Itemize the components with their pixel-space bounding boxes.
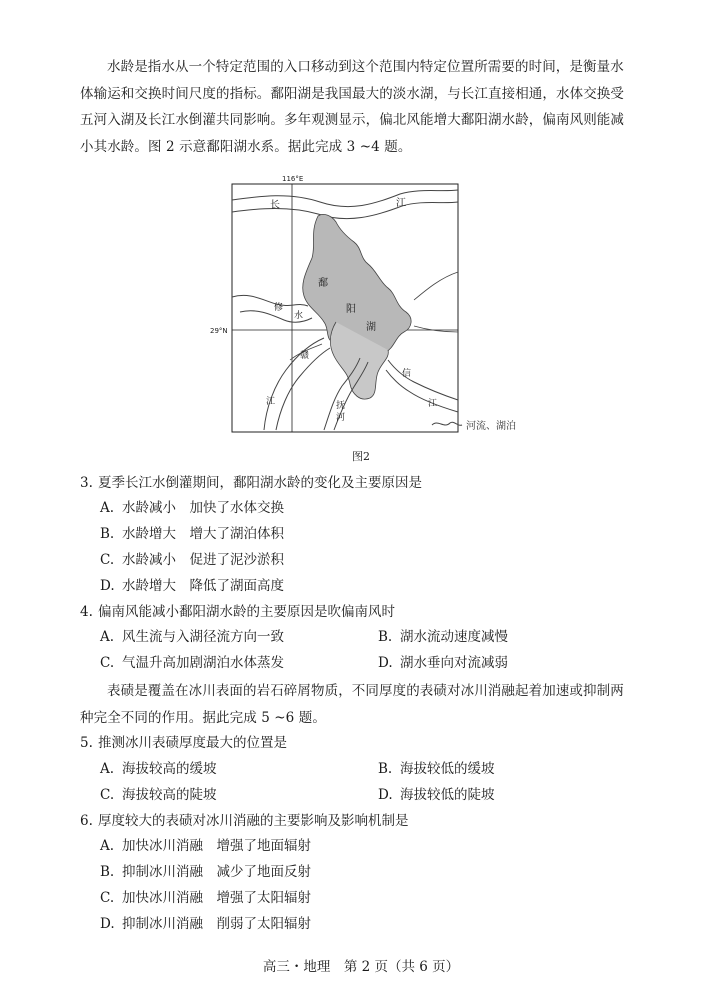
- q6-option-a: A. 加快冰川消融 增强了地面辐射: [100, 838, 311, 854]
- lon-label: 116°E: [282, 175, 304, 183]
- intro2-line-1: 表碛是覆盖在冰川表面的岩石碎屑物质，不同厚度的表碛对冰川消融起着加速或抑制两: [107, 683, 624, 699]
- question-5-stem: [80, 732, 660, 754]
- q6-option-c: C. 加快冰川消融 增强了太阳辐射: [100, 890, 311, 906]
- label-shui: 水: [294, 311, 304, 321]
- map-legend-label: 河流、湖泊: [466, 421, 516, 432]
- label-jiang-top: 江: [396, 198, 406, 209]
- question-3-number: 3.: [80, 475, 93, 491]
- label-yang: 阳: [346, 304, 356, 315]
- xin-river-south-bank: [386, 370, 458, 412]
- label-jiang-left: 江: [266, 397, 276, 407]
- yangtze-north-bank: [232, 190, 458, 207]
- question-6-text: 厚度较大的表碛对冰川消融的主要影响及影响机制是: [98, 813, 409, 829]
- intro-paragraph-1: [80, 54, 660, 160]
- intro-paragraph-2: [80, 678, 660, 731]
- label-xin: 信: [402, 369, 412, 379]
- label-chang: 长: [270, 200, 280, 211]
- q5-option-c: C. 海拔较高的陡坡: [100, 787, 217, 803]
- question-4-number: 4.: [80, 604, 93, 620]
- map-svg: [200, 172, 500, 442]
- question-5-text: 推测冰川表碛厚度最大的位置是: [98, 735, 287, 751]
- label-po: 鄱: [318, 278, 328, 289]
- q3-option-b: B. 水龄增大 增大了湖泊体积: [100, 526, 284, 542]
- question-4-stem: [80, 601, 660, 623]
- q6-option-d: D. 抑制冰川消融 削弱了太阳辐射: [100, 916, 311, 932]
- xin-river: [388, 360, 458, 400]
- intro1-line-4: 小其水龄。图 2 示意鄱阳湖水系。据此完成 3 ~4 题。: [80, 138, 412, 155]
- question-3-stem: [80, 472, 660, 494]
- q4-option-b: B. 湖水流动速度减慢: [378, 629, 508, 645]
- question-5-number: 5.: [80, 735, 93, 751]
- east-river-1: [414, 272, 458, 300]
- q3-option-d: D. 水龄增大 降低了湖面高度: [100, 578, 284, 594]
- east-river-2: [414, 326, 458, 332]
- intro1-line-2: 体输运和交换时间尺度的指标。鄱阳湖是我国最大的淡水湖，与长江直接相通，水体交换受: [80, 85, 624, 102]
- intro1-line-3: 五河入湖及长江水倒灌共同影响。多年观测显示，偏北风能增大鄱阳湖水龄，偏南风则能减: [80, 112, 624, 128]
- q3-option-c: C. 水龄减小 促进了泥沙淤积: [100, 552, 284, 568]
- label-jiang-right: 江: [428, 399, 438, 409]
- question-6-number: 6.: [80, 813, 93, 829]
- page-footer: 高三・地理 第 2 页（共 6 页）: [262, 959, 460, 975]
- q3-option-a: A. 水龄减小 加快了水体交换: [100, 500, 284, 516]
- label-gan: 赣: [300, 351, 310, 361]
- question-6-stem: [80, 810, 660, 832]
- q6-option-b: B. 抑制冰川消融 减少了地面反射: [100, 864, 311, 880]
- q4-option-c: C. 气温升高加剧湖泊水体蒸发: [100, 655, 284, 671]
- figure-caption: 图2: [352, 450, 370, 463]
- xiu-river: [232, 295, 308, 306]
- label-he: 河: [336, 413, 346, 423]
- question-3-text: 夏季长江水倒灌期间，鄱阳湖水龄的变化及主要原因是: [98, 475, 422, 491]
- question-4-text: 偏南风能减小鄱阳湖水龄的主要原因是吹偏南风时: [98, 604, 395, 620]
- yangtze-south-bank: [232, 202, 458, 219]
- lat-label: 29°N: [210, 327, 228, 335]
- q4-option-a: A. 风生流与入湖径流方向一致: [100, 629, 284, 645]
- intro1-line-1: 水龄是指水从一个特定范围的入口移动到这个范围内特定位置所需要的时间，是衡量水: [107, 59, 624, 75]
- q5-option-d: D. 海拔较低的陡坡: [378, 787, 495, 803]
- poyang-lake-map: [200, 172, 500, 442]
- intro2-line-2: 种完全不同的作用。据此完成 5 ~6 题。: [80, 709, 326, 726]
- label-xiu: 修: [274, 303, 284, 313]
- label-hu: 湖: [366, 322, 376, 333]
- q5-option-b: B. 海拔较低的缓坡: [378, 761, 495, 777]
- label-fu: 抚: [336, 401, 346, 411]
- q4-option-d: D. 湖水垂向对流减弱: [378, 655, 508, 671]
- q5-option-a: A. 海拔较高的缓坡: [100, 761, 217, 777]
